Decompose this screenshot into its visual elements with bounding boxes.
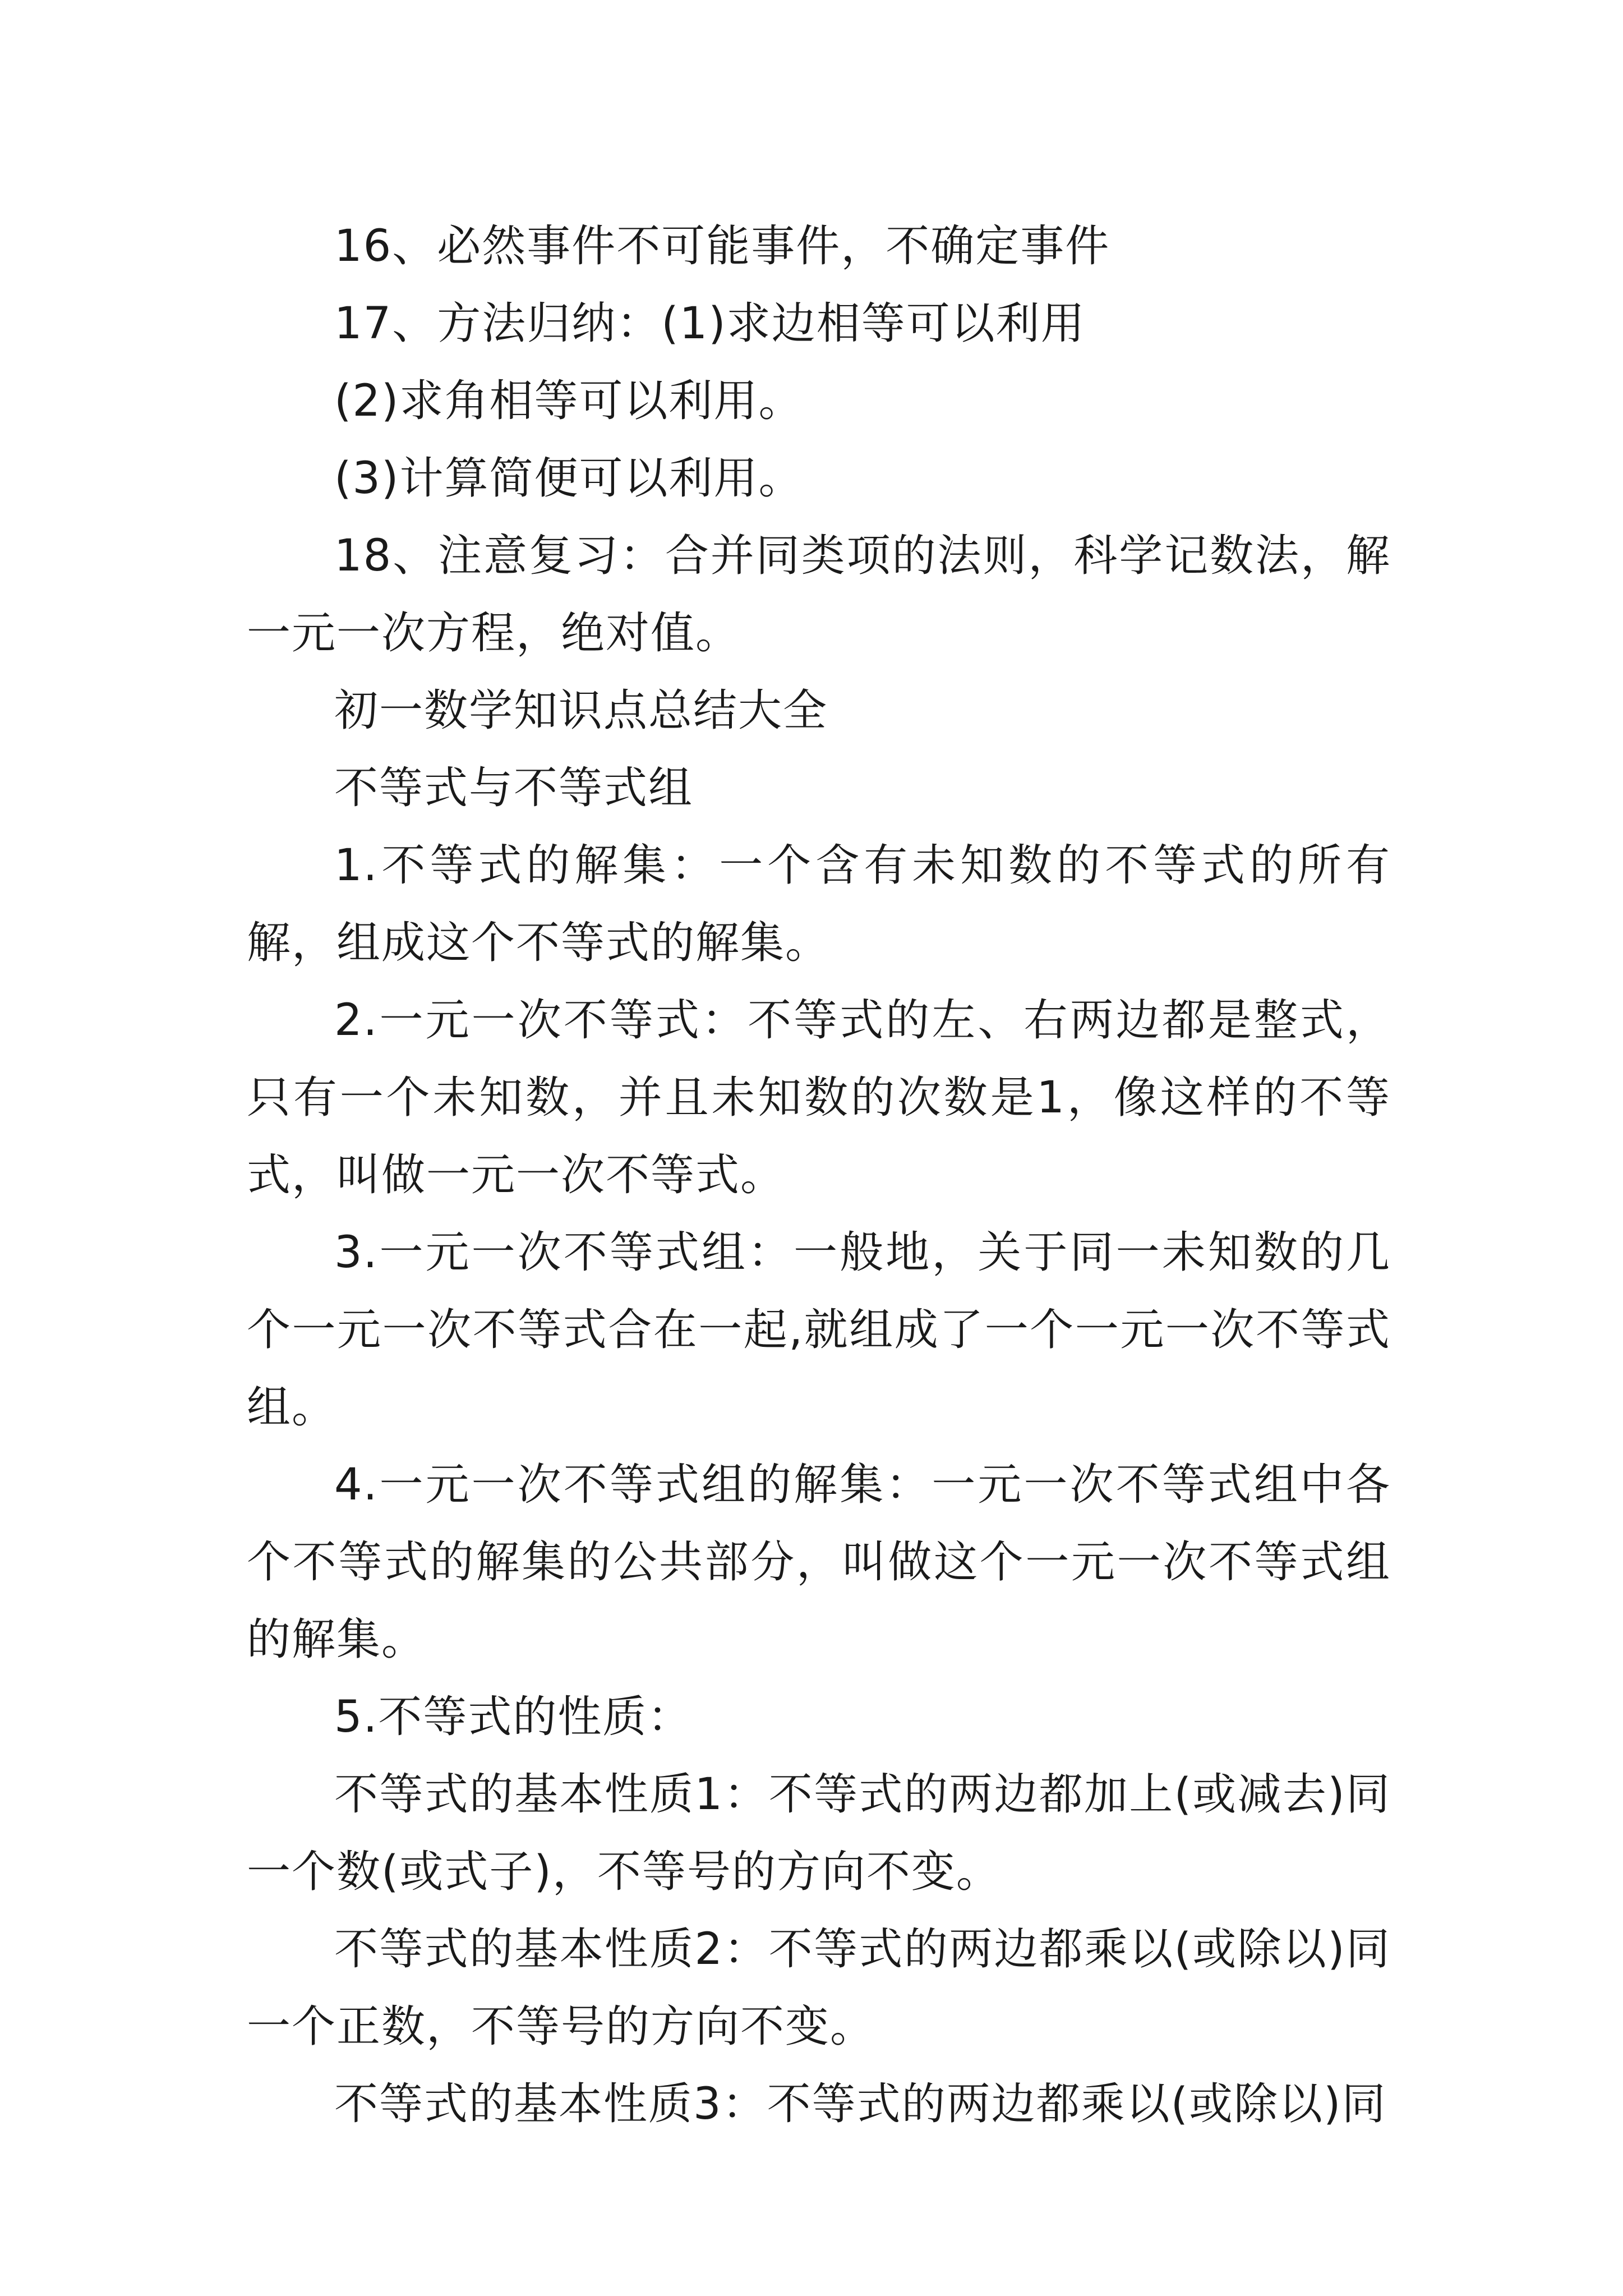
- item-16-text: 16、必然事件不可能事件，不确定事件: [334, 221, 1110, 272]
- definition-2-text: 2.一元一次不等式：不等式的左、右两边都是整式，只有一个未知数，并且未知数的次数是1，像这样的不等式，叫做一元一次不等式。: [247, 995, 1391, 1200]
- section-title: 初一数学知识点总结大全: [334, 685, 828, 736]
- definition-1-text: 1.不等式的解集：一个含有未知数的不等式的所有解，组成这个不等式的解集。: [247, 840, 1391, 968]
- definition-3-text: 3.一元一次不等式组：一般地，关于同一未知数的几个一元一次不等式合在一起,就组成了一个一元一次不等式组。: [247, 1227, 1391, 1433]
- definition-4-text: 4.一元一次不等式组的解集：一元一次不等式组中各个不等式的解集的公共部分，叫做这个一元一次不等式组的解集。: [247, 1460, 1391, 1665]
- item-17-sub-3-text: (3)计算简便可以利用。: [334, 453, 804, 504]
- property-3-text: 不等式的基本性质3：不等式的两边都乘以(或除以)同: [334, 2079, 1387, 2129]
- document-body: [247, 208, 1391, 2143]
- property-1-text: 不等式的基本性质1：不等式的两边都加上(或减去)同一个数(或式子)，不等号的方向不变。: [247, 1769, 1391, 1897]
- property-2-text: 不等式的基本性质2：不等式的两边都乘以(或除以)同一个正数，不等号的方向不变。: [247, 1924, 1391, 2052]
- item-17-sub-2-text: (2)求角相等可以利用。: [334, 376, 804, 426]
- item-17-text: 17、方法归纳：(1)求边相等可以利用: [334, 298, 1086, 349]
- section-subtitle: 不等式与不等式组: [334, 763, 694, 813]
- item-18-text: 18、注意复习：合并同类项的法则，科学记数法，解一元一次方程，绝对值。: [247, 531, 1391, 659]
- definition-5-heading: 5.不等式的性质：: [334, 1692, 693, 1742]
